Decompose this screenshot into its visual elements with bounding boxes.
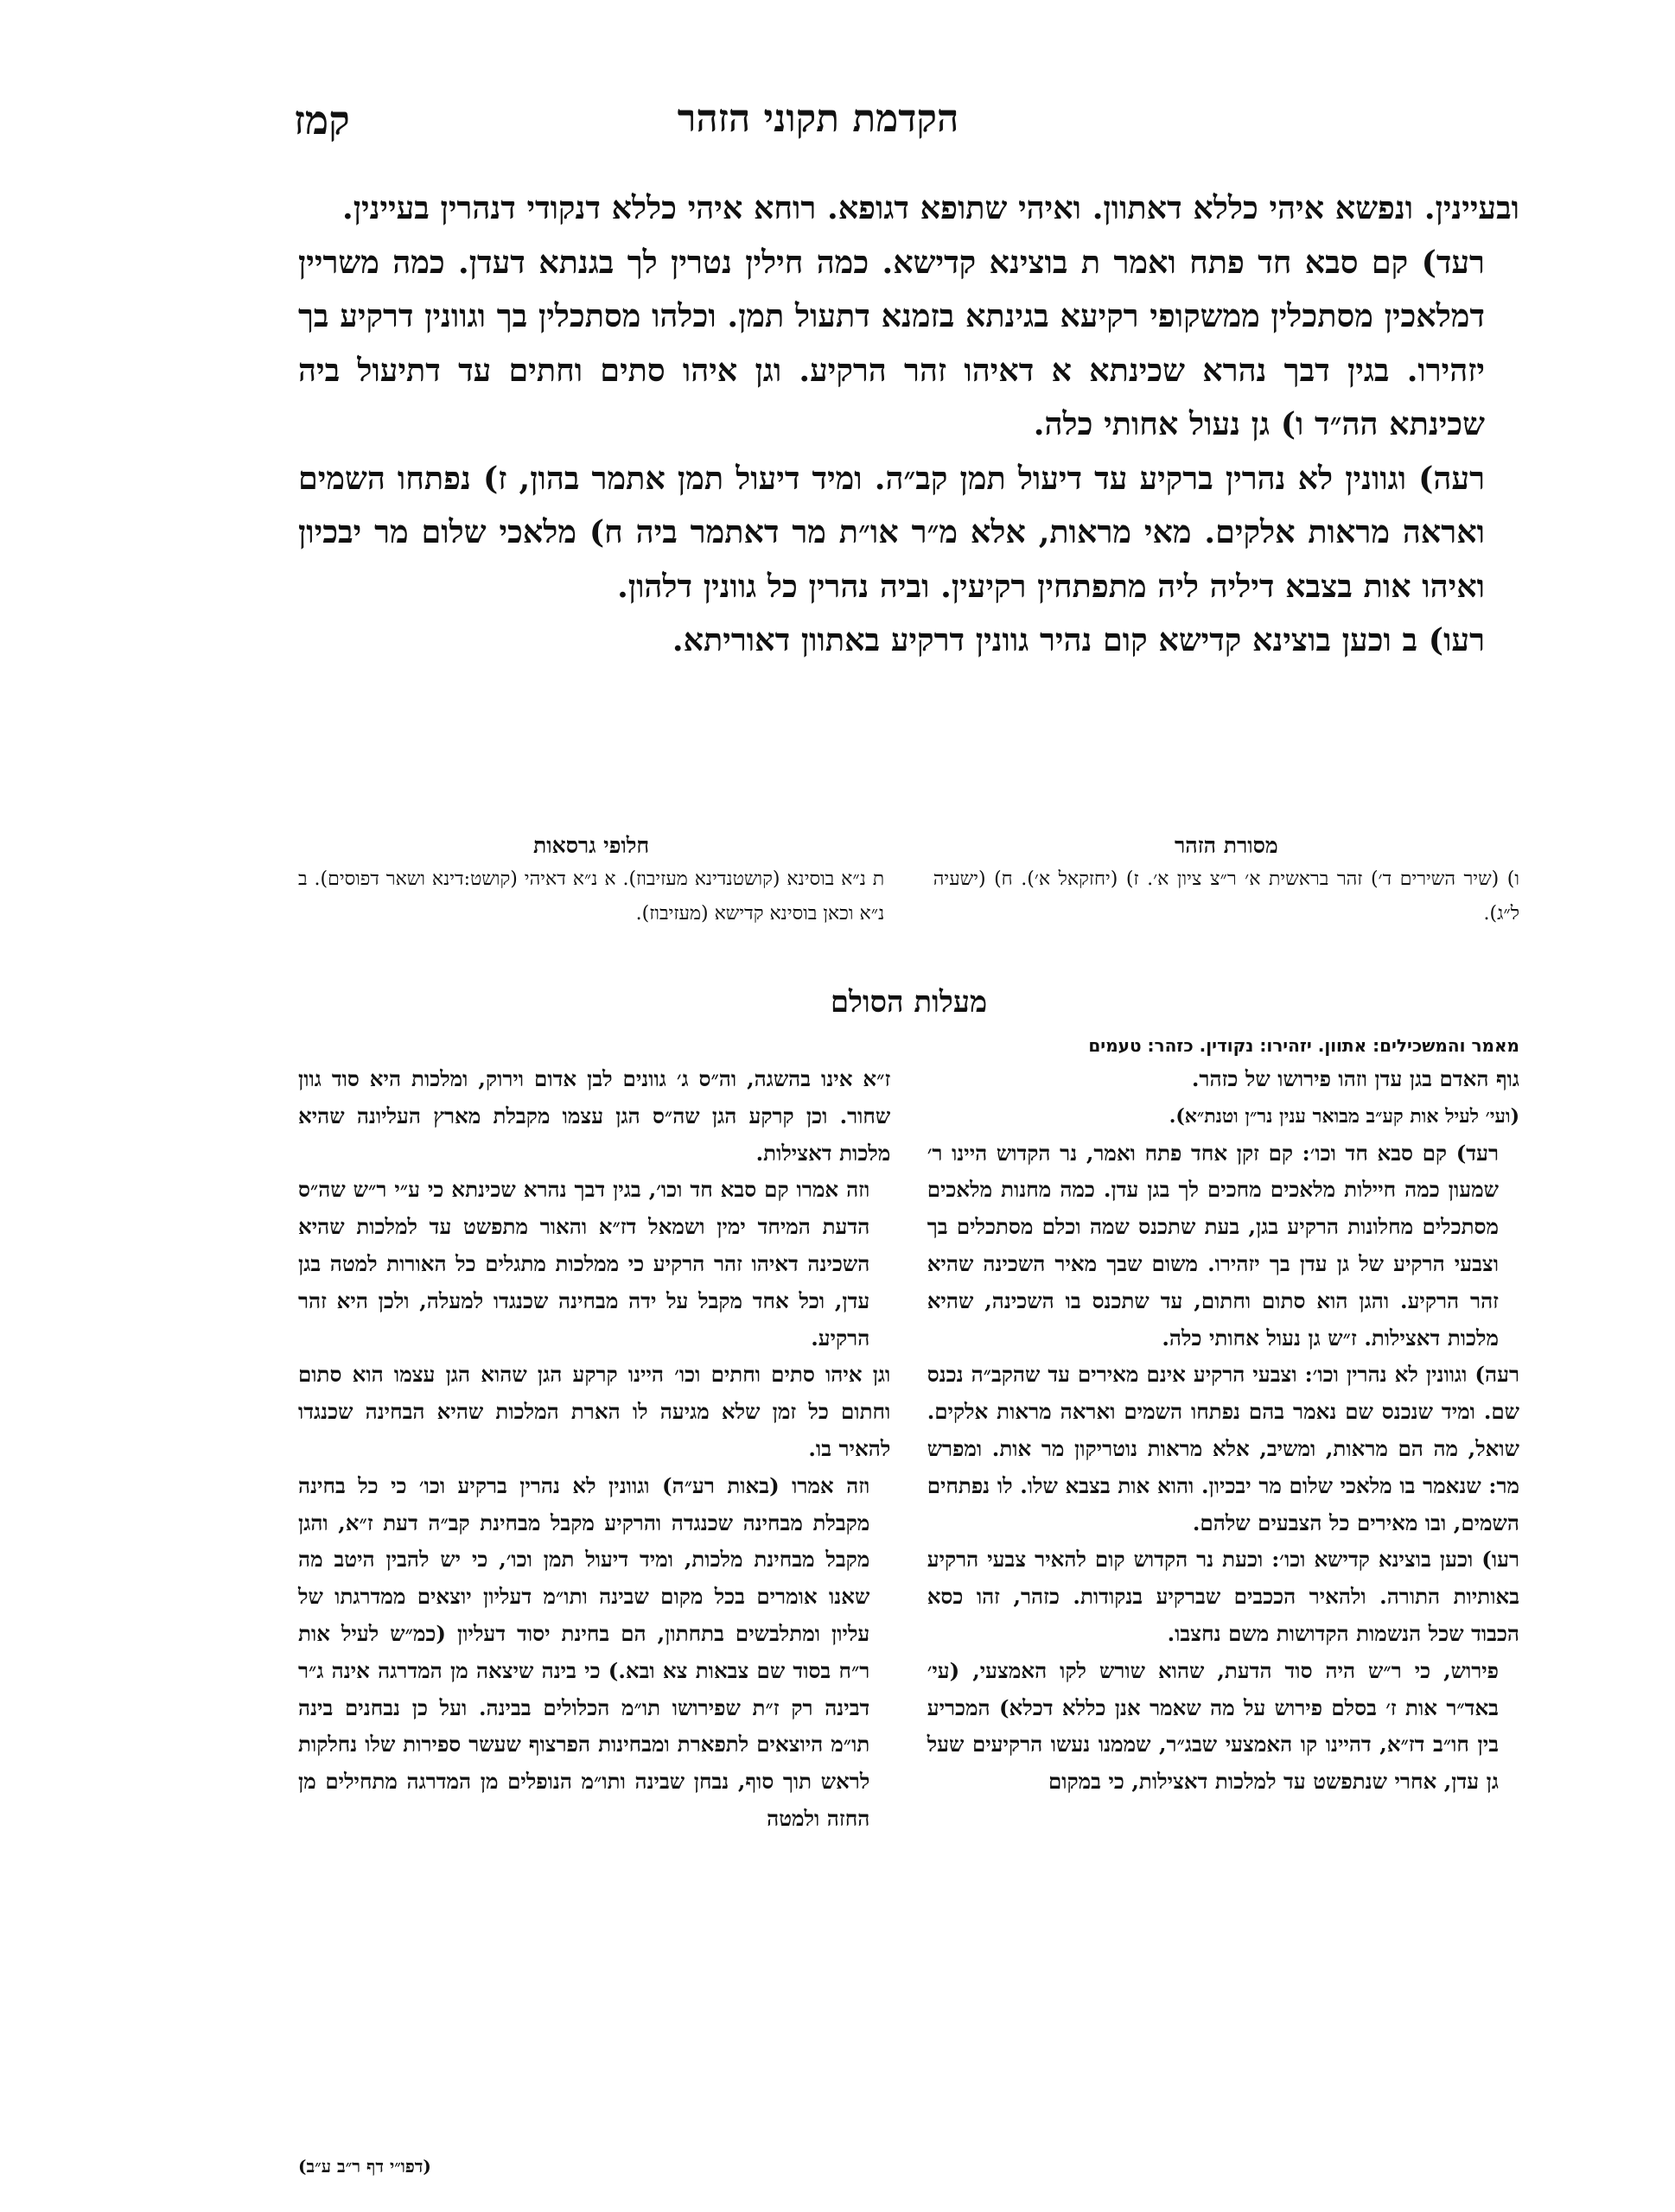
commentary-paragraph: וזה אמרו (באות רע״ה) וגוונין לא נהרין ברקיע וכו׳ כי כל בחינה מקבלת מבחינה שכנגדה והרקיע מקבל מבחינת קב״ה דעת ז״א, והגן מקבל מבחינת מלכות, ומיד דיעול תמן וכו׳, כי יש להבין היטב מה שאנו אומרים בכל מקום שבינה ותו״מ דעליון יוצאים ממדרגתו של עליון ומתלבשים בתחתון, הם בחינת יסוד דעליון (כמ״ש לעיל אות ר״ח בסוד שם צבאות צא ובא.) כי בינה שיצאה מן המדרגה אינה ג״ר דבינה רק ז״ת שפירושו תו״מ הכלולים בבינה. ועל כן נבחנים בינה תו״מ היוצאים לתפארת ומבחינות הפרצוף שעשר ספירות שלו נחלקות לראש תוך סוף, נבחן שבינה ותו״מ הנופלים מן המדרגה מתחילים מן החזה ולמטה <box>298 1472 870 1831</box>
commentary-paragraph: רעו) וכען בוצינא קדישא וכו׳: וכעת נר הקדוש קום להאיר צבעי הרקיע באותיות התורה. ולהאיר הככבים שברקיע בנקודות. כזהר, זהו כסא הכבוד שכל הנשמות הקדושות משם נחצבו. <box>927 1547 1519 1646</box>
masoret-column <box>933 830 1519 931</box>
chilufei-column <box>298 830 884 931</box>
commentary-paragraph: פירוש, כי ר״ש היה סוד הדעת, שהוא שורש לקו האמצעי, (עי׳ באד״ר אות ז׳ בסלם פירוש על מה שאמר אנן כללא דכלא) המכריע בין חו״ב דז״א, דהיינו קו האמצעי שבג״ר, שממנו נעשו הרקיעים שעל גן עדן, אחרי שנתפשט עד למלכות דאצילות, כי במקום <box>927 1657 1499 1795</box>
commentary-paragraph: וזה אמרו קם סבא חד וכו׳, בגין דבך נהרא שכינתא כי ע״י ר״ש שה״ס הדעת המיחד ימין ושמאל דז״א והאור מתפשט עד למלכות שהיא השכינה דאיהו זהר הרקיע כי ממלכות מתגלים כל האורות למטה בגן עדן, וכל אחד מקבל על ידה מבחינה שכנגדו למעלה, ולכן היא זהר הרקיע. <box>298 1177 870 1351</box>
commentary-title: מעלות הסולם <box>830 985 988 1020</box>
commentary-left-column <box>298 1061 890 1838</box>
commentary-body <box>298 1061 1519 2193</box>
commentary-paragraph: ז״א אינו בהשגה, וה״ס ג׳ גוונים לבן אדום וירוק, ומלכות היא סוד גוון שחור. וכן קרקע הגן שה״ס הגן עצמו מקבלת מארץ העליונה שהיא מלכות דאצילות. <box>298 1066 891 1166</box>
chilufei-text: ת נ״א בוסינא (קושטנדינא מעזיבוז). א נ״א דאיהי (קושט:דינא ושאר דפוסים). ב נ״א וכאן בוסינא קדישא (מעזיבוז). <box>298 868 885 925</box>
page-footnote: (דפו״י דף ר״ב ע״ב) <box>298 2156 431 2177</box>
chilufei-title: חלופי גרסאות <box>533 833 650 858</box>
masoret-text: ו) (שיר השירים ד׳) זהר בראשית א׳ ר״צ ציון א׳. ז) (יחזקאל א׳). ח) (ישעיה ל״ג). <box>933 868 1519 925</box>
commentary-paragraph: גוף האדם בגן עדן וזהו פירושו של כזהר. <box>1191 1066 1519 1091</box>
header-title: הקדמת תקוני הזהר <box>677 97 959 141</box>
commentary-paragraph: וגן איהו סתים וחתים וכו׳ היינו קרקע הגן שהוא הגן עצמו הוא סתום וחתום כל זמן שלא מגיעה לו הארת המלכות שהיא הבחינה שכנגדו להאיר בו. <box>298 1362 891 1461</box>
main-paragraph: רעה) וגוונין לא נהרין ברקיע עד דיעול תמן קב״ה. ומיד דיעול תמן אתמר בהון, ז) נפתחו השמים ואראה מראות אלקים. מאי מראות, אלא מ״ר או״ת מר דאתמר ביה ח) מלאכי שלום מר יבכיון ואיהו אות בצבא דיליה ליה מתפתחין רקיעין. וביה נהרין כל גוונין דלהון. <box>298 459 1485 605</box>
commentary-paragraph: רעד) קם סבא חד וכו׳: קם זקן אחד פתח ואמר, נר הקדוש היינו ר׳ שמעון כמה חיילות מלאכים מחכים לך בגן עדן. כמה מחנות מלאכים מסתכלים מחלונות הרקיע בגן, בעת שתכנס שמה וכלם מסתכלים בך וצבעי הרקיע של גן עדן בך יזהירו. משום שבך מאיר השכינה שהיא זהר הרקיע. והגן הוא סתום וחתום, עד שתכנס בו השכינה, שהיא מלכות דאצילות. ז״ש גן נעול אחותי כלה. <box>927 1140 1499 1351</box>
commentary-right-column <box>927 1061 1519 1801</box>
commentary-legend: מאמר והמשכילים: אתוון. יזהירו: נקודין. כזהר: טעמים <box>1088 1035 1519 1056</box>
main-zohar-text <box>298 181 1519 668</box>
commentary-paragraph: רעה) וגוונין לא נהרין וכו׳: וצבעי הרקיע אינם מאירים עד שהקב״ה נכנס שם. ומיד שנכנס שם נאמר בהם נפתחו השמים ואראה מראות אלקים. שואל, מה הם מראות, ומשיב, אלא מראות נוטריקון מר אות. ומפרש מר: שנאמר בו מלאכי שלום מר יבכיון. והוא אות בצבא שלו. לו נפתחים השמים, ובו מאירים כל הצבעים שלהם. <box>927 1362 1519 1535</box>
page-number: קמז <box>294 97 350 143</box>
notes-section <box>298 830 1519 968</box>
running-header <box>294 97 1342 157</box>
main-paragraph: רעו) ב וכען בוצינא קדישא קום נהיר גוונין דרקיע באתוון דאוריתא. <box>672 621 1485 658</box>
main-paragraph: ובעיינין. ונפשא איהי כללא דאתוון. ואיהי שתופא דגופא. רוחא איהי כללא דנקודי דנהרין בעיינין. <box>341 189 1519 226</box>
masoret-title: מסורת הזהר <box>1175 833 1278 858</box>
commentary-paragraph: (ועי׳ לעיל אות קע״ב מבואר ענין נר״ן וטנת״א). <box>1169 1104 1519 1128</box>
main-paragraph: רעד) קם סבא חד פתח ואמר ת בוצינא קדישא. כמה חילין נטרין לך בגנתא דעדן. כמה משריין דמלאכין מסתכלין ממשקופי רקיעא בגינתא בזמנא דתעול תמן. וכלהו מסתכלין בך וגוונין דרקיע בך יזהירו. בגין דבך נהרא שכינתא א דאיהו זהר הרקיע. וגן איהו סתים וחתים עד דתיעול ביה שכינתא הה״ד ו) גן נעול אחותי כלה. <box>298 243 1485 442</box>
